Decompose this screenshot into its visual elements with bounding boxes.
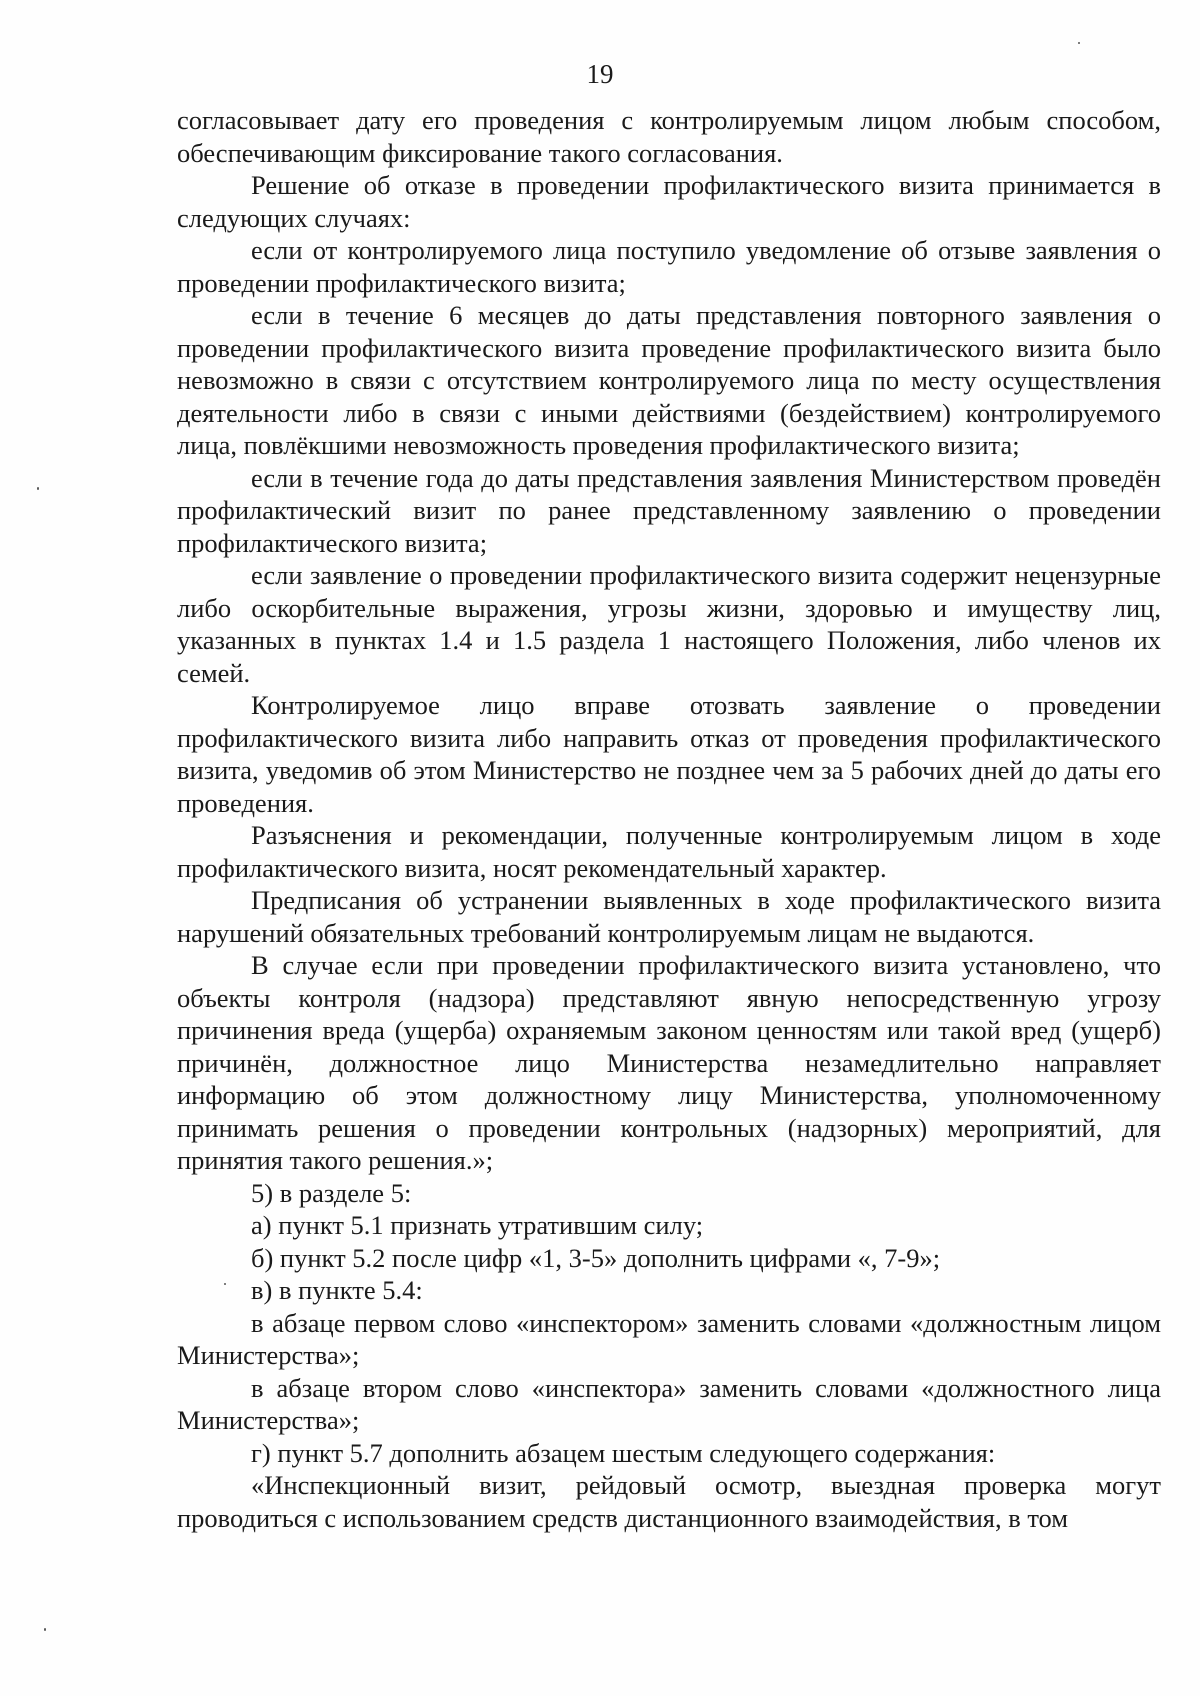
paragraph-5-4-first: в абзаце первом слово «инспектором» заменить словами «должностным лицом Министерства»; — [177, 1307, 1161, 1370]
paragraph-case-within-year: если в течение года до даты представления заявления Министерством проведён профилактический визит по ранее представленному заявлению о проведении профилактического визита; — [177, 462, 1161, 558]
scan-speck — [44, 1628, 46, 1631]
document-body — [177, 104, 1161, 1534]
scan-speck — [37, 487, 39, 490]
list-item-5-7: г) пункт 5.7 дополнить абзацем шестым следующего содержания: — [251, 1437, 996, 1468]
paragraph-continuation: согласовывает дату его проведения с контролируемым лицом любым способом, обеспечивающим фиксирование такого согласования. — [177, 105, 1161, 168]
paragraph-explanations: Разъяснения и рекомендации, полученные контролируемым лицом в ходе профилактического визита, носят рекомендательный характер. — [177, 820, 1161, 883]
paragraph-no-orders: Предписания об устранении выявленных в ходе профилактического визита нарушений обязательных требований контролируемым лицам не выдаются. — [177, 885, 1161, 948]
paragraph-refusal-decision: Решение об отказе в проведении профилактического визита принимается в следующих случаях: — [177, 170, 1161, 233]
list-item-section-5: 5) в разделе 5: — [251, 1177, 412, 1208]
paragraph-case-withdrawal: если от контролируемого лица поступило уведомление об отзыве заявления о проведении профилактического визита; — [177, 235, 1161, 298]
paragraph-case-six-months: если в течение 6 месяцев до даты представления повторного заявления о проведении профилактического визита проведение профилактического визита было невозможно в связи с отсутствием контролируемого лица по месту осуществления деятельности либо в связи с иными действиями (бездействием) контролируемого лица, повлёкшими невозможность проведения профилактического визита; — [177, 300, 1161, 460]
scan-speck — [224, 1283, 226, 1285]
page-number: 19 — [586, 59, 614, 89]
paragraph-case-obscene-content: если заявление о проведении профилактического визита содержит нецензурные либо оскорбительные выражения, угрозы жизни, здоровью и имуществу лиц, указанных в пунктах 1.4 и 1.5 раздела 1 настоящего Положения, либо членов их семей. — [177, 560, 1161, 688]
list-item-5-4: в) в пункте 5.4: — [251, 1275, 423, 1305]
paragraph-remote-interaction: «Инспекционный визит, рейдовый осмотр, выездная проверка могут проводиться с использованием средств дистанционного взаимодействия, в том — [177, 1470, 1161, 1533]
paragraph-right-to-withdraw: Контролируемое лицо вправе отозвать заявление о проведении профилактического визита либо направить отказ от проведения профилактического визита, уведомив об этом Министерство не позднее чем за 5 рабочих дней до даты его проведения. — [177, 690, 1161, 818]
list-item-5-2: б) пункт 5.2 после цифр «1, 3-5» дополнить цифрами «, 7-9»; — [251, 1242, 941, 1273]
list-item-5-1: а) пункт 5.1 признать утратившим силу; — [251, 1210, 704, 1240]
scan-speck — [1078, 42, 1080, 44]
paragraph-5-4-second: в абзаце втором слово «инспектора» заменить словами «должностного лица Министерства»; — [177, 1372, 1161, 1435]
paragraph-imminent-threat: В случае если при проведении профилактического визита установлено, что объекты контроля (надзора) представляют явную непосредственную угрозу причинения вреда (ущерба) охраняемым законом ценностям или такой вред (ущерб) причинён, должностное лицо Министерства незамедлительно направляет информацию об этом должностному лицу Министерства, уполномоченному принимать решения о проведении контрольных (надзорных) мероприятий, для принятия такого решения.»; — [177, 950, 1161, 1175]
